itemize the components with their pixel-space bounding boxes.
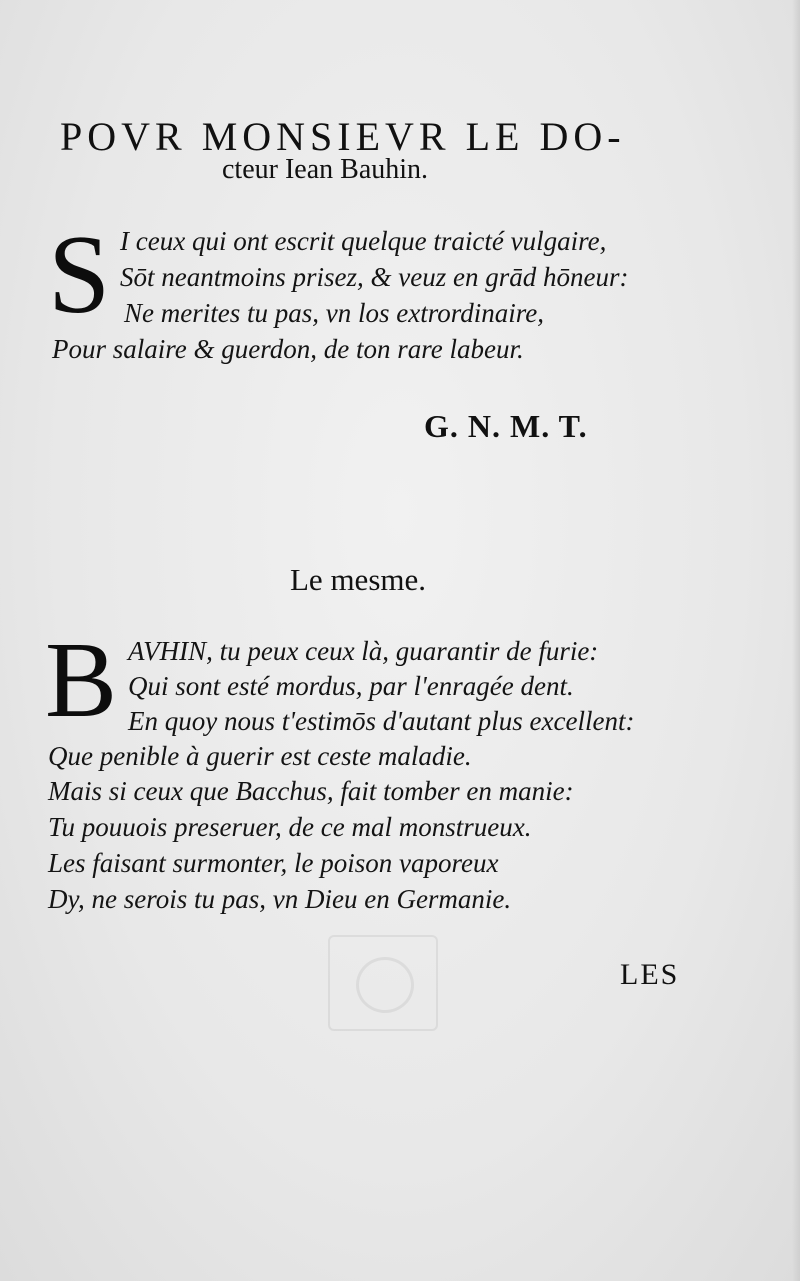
catchword: LES xyxy=(620,958,680,991)
heading-line-2: cteur Iean Bauhin. xyxy=(222,154,429,185)
poem2-line-5: Mais si ceux que Bacchus, fait tomber en manie: xyxy=(48,776,574,806)
poem2-line-6: Tu pouuois preseruer, de ce mal monstrueux. xyxy=(48,812,532,842)
poem2-line-1: AVHIN, tu peux ceux là, guarantir de furie: xyxy=(128,636,599,666)
poem1-line-1: I ceux qui ont escrit quelque traicté vulgaire, xyxy=(120,226,607,256)
poem2-line-4: Que penible à guerir est ceste maladie. xyxy=(48,741,472,771)
signature-initials: G. N. M. T. xyxy=(424,408,588,444)
poem2-line-3: En quoy nous t'estimōs d'autant plus excellent: xyxy=(128,706,635,736)
poem2-line-2: Qui sont esté mordus, par l'enragée dent. xyxy=(128,671,574,701)
dropcap-b: B xyxy=(45,621,118,740)
poem2-title: Le mesme. xyxy=(290,562,427,597)
poem1-line-4: Pour salaire & guerdon, de ton rare labeur. xyxy=(52,334,524,364)
poem2-line-8: Dy, ne serois tu pas, vn Dieu en Germanie. xyxy=(48,884,512,914)
page-edge-shadow xyxy=(792,0,800,1281)
heading-line-1: POVR MONSIEVR LE DO- xyxy=(60,114,626,159)
poem1-line-2: Sōt neantmoins prisez, & veuz en grād hōneur: xyxy=(120,262,629,292)
poem2-line-7: Les faisant surmonter, le poison vaporeux xyxy=(48,848,499,878)
poem1-line-3: Ne merites tu pas, vn los extrordinaire, xyxy=(124,298,544,328)
dropcap-s: S xyxy=(48,213,111,337)
show-through-ornament xyxy=(328,935,438,1031)
